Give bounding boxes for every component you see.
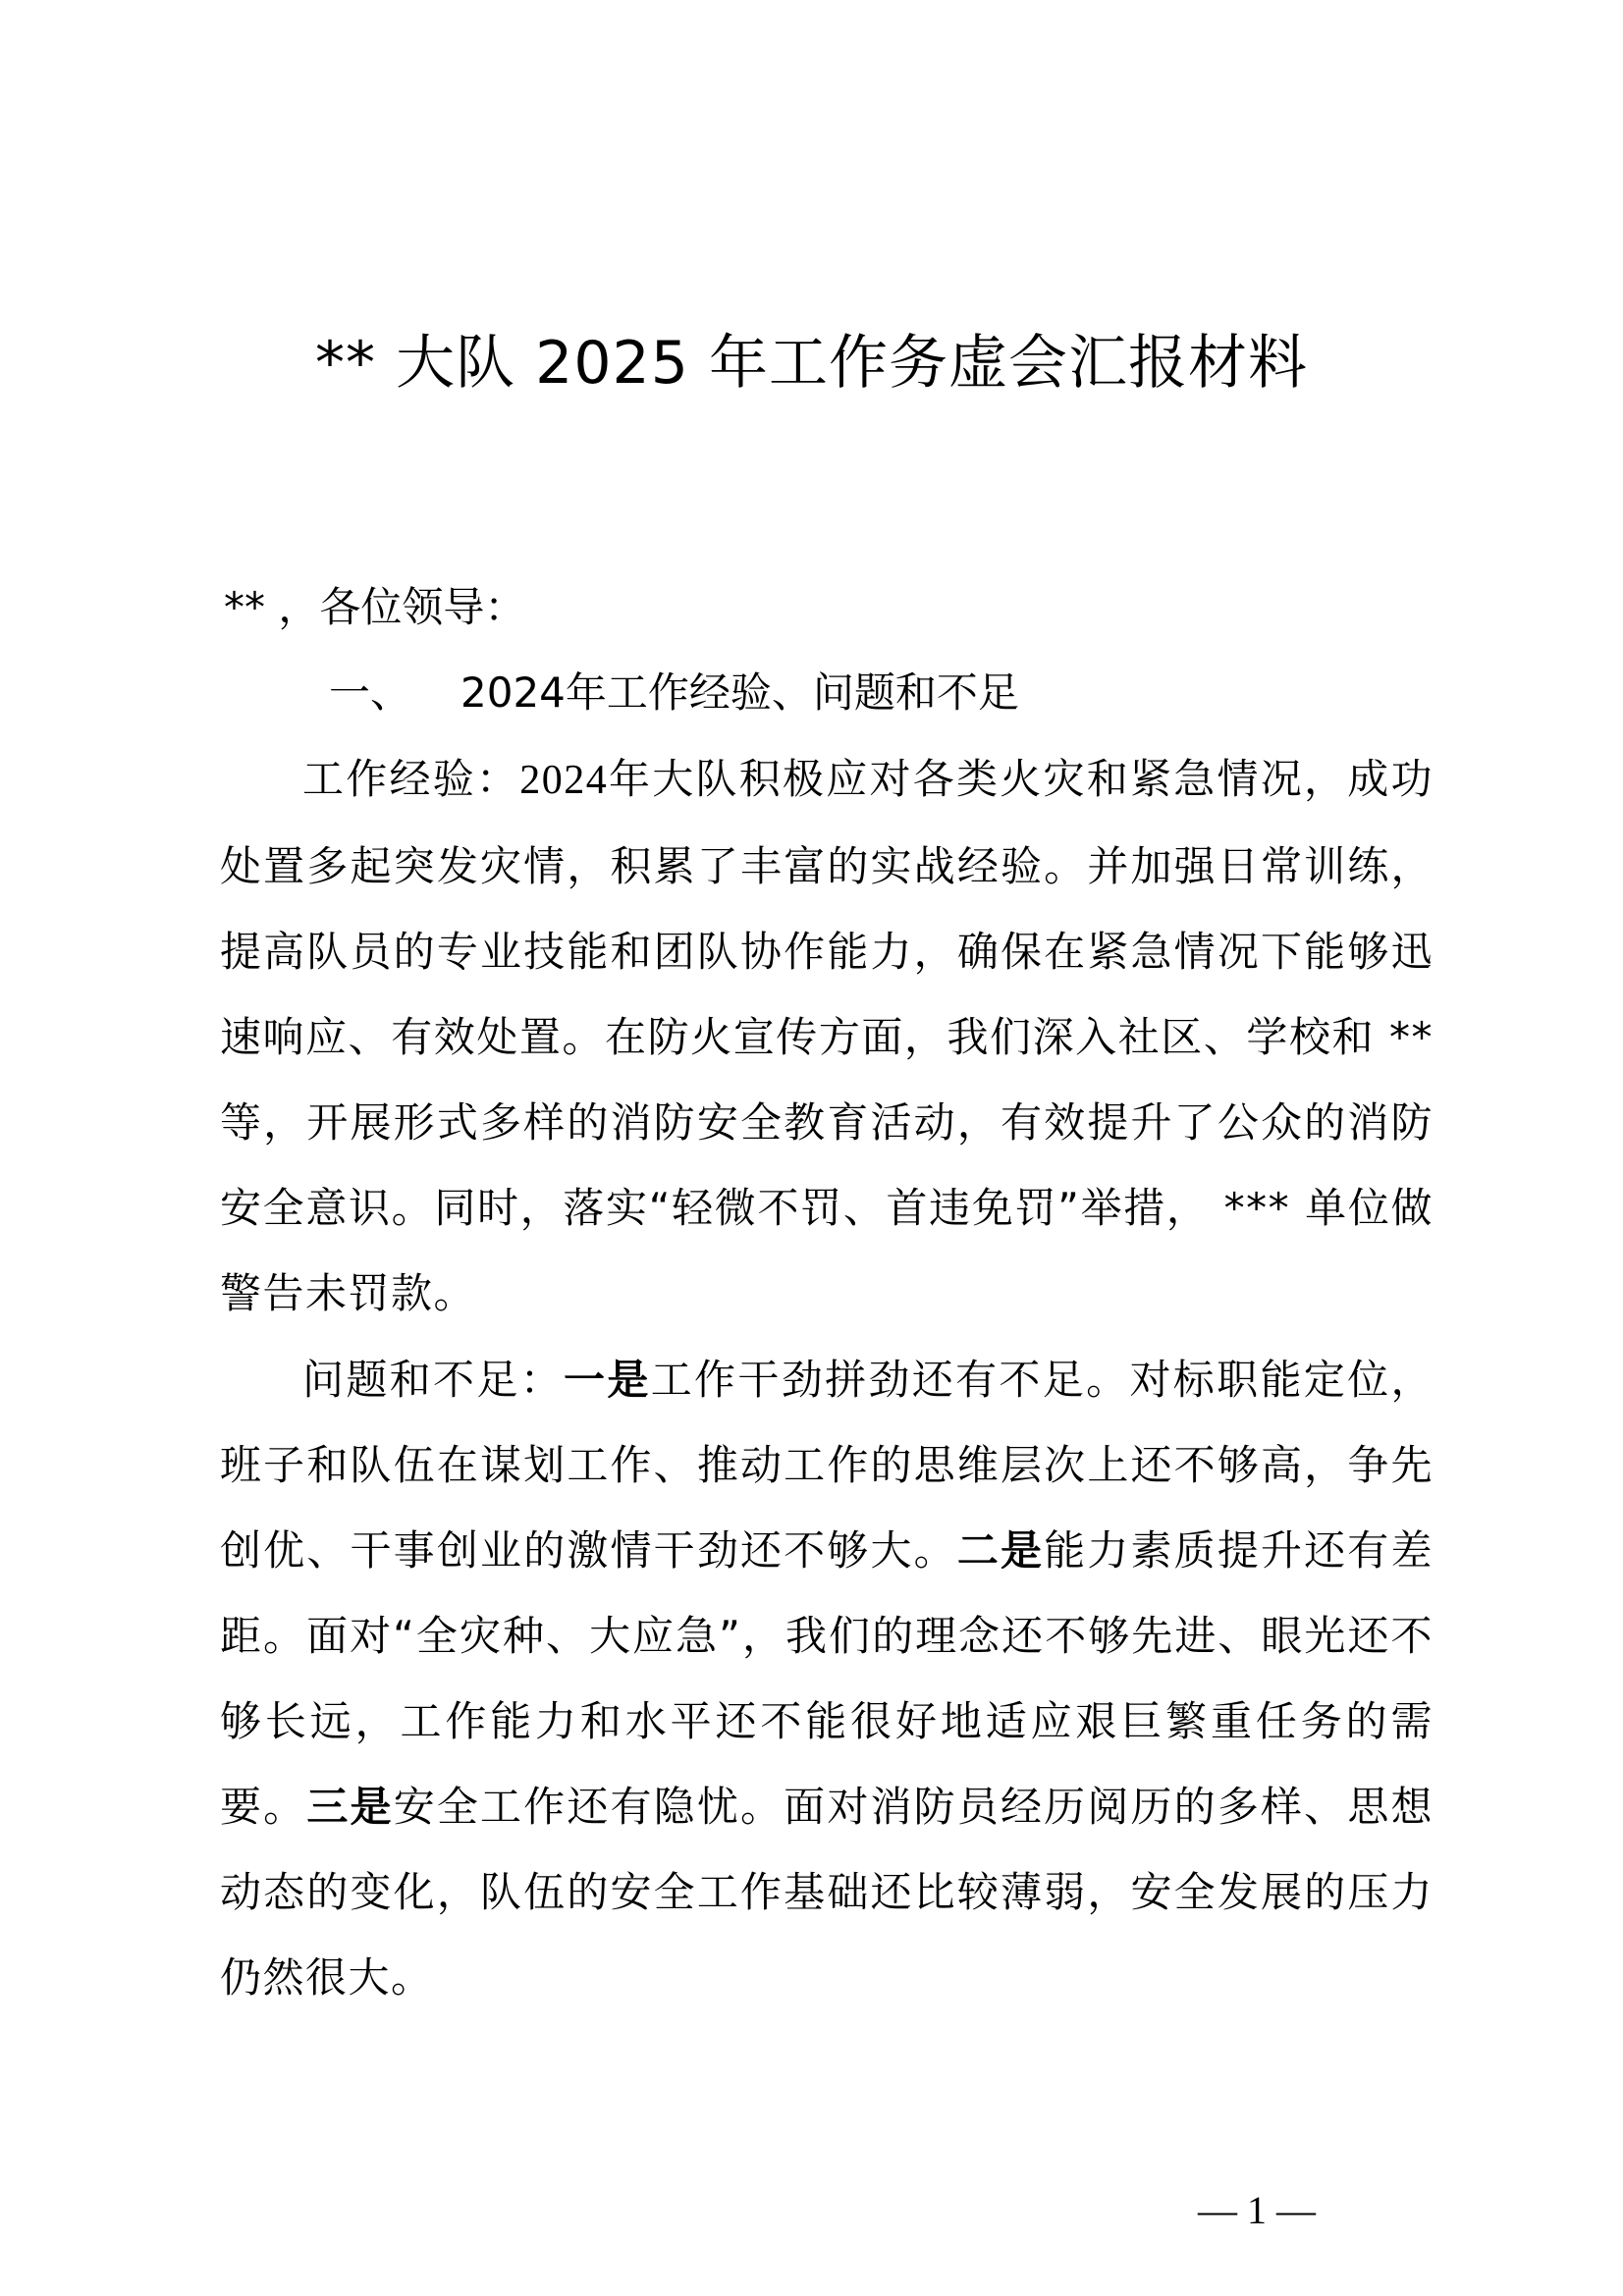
experience-paragraph	[220, 736, 1434, 1336]
point-2-label: 二是	[956, 1526, 1045, 1575]
page-number: — 1 —	[1198, 2188, 1316, 2232]
section-heading	[329, 650, 1019, 735]
experience-year: 2024	[519, 758, 609, 803]
salutation: ** ，各位领导：	[224, 583, 526, 631]
experience-label: 工作经验：	[302, 755, 520, 803]
point-1-text: 工作干劲拼劲还有不足。对标职能定位，班子和队伍在谋划工作、推动工作的思维层次上还不够高，争先创优、干事创业的激情干劲还不够大。	[220, 1356, 1434, 1575]
problems-paragraph	[220, 1337, 1434, 2020]
section-heading-text: 2024年工作经验、问题和不足	[460, 668, 1019, 717]
point-2-text: 能力素质提升还有差距。面对“全灾种、大应急”，我们的理念还不够先进、眼光还不够长远，工作能力和水平还不能很好地适应艰巨繁重任务的需要。	[220, 1526, 1434, 1831]
problems-label: 问题和不足：	[302, 1356, 565, 1404]
point-1-label: 一是	[564, 1356, 651, 1404]
section-number: 一、	[329, 668, 412, 717]
point-3-label: 三是	[306, 1783, 394, 1831]
point-3-text: 安全工作还有隐忧。面对消防员经历阅历的多样、思想动态的变化，队伍的安全工作基础还比较薄弱，安全发展的压力仍然很大。	[220, 1783, 1434, 2002]
experience-text: 年大队积极应对各类火灾和紧急情况，成功处置多起突发灾情，积累了丰富的实战经验。并加强日常训练，提高队员的专业技能和团队协作能力，确保在紧急情况下能够迅速响应、有效处置。在防火宣传方面，我们深入社区、学校和 ** 等，开展形式多样的消防安全教育活动，有效提升了公众的消防安全意识。同时，落实“轻微不罚、首违免罚”举措， *** 单位做警告未罚款。	[220, 755, 1434, 1317]
document-title: ** 大队 2025 年工作务虚会汇报材料	[315, 329, 1308, 398]
